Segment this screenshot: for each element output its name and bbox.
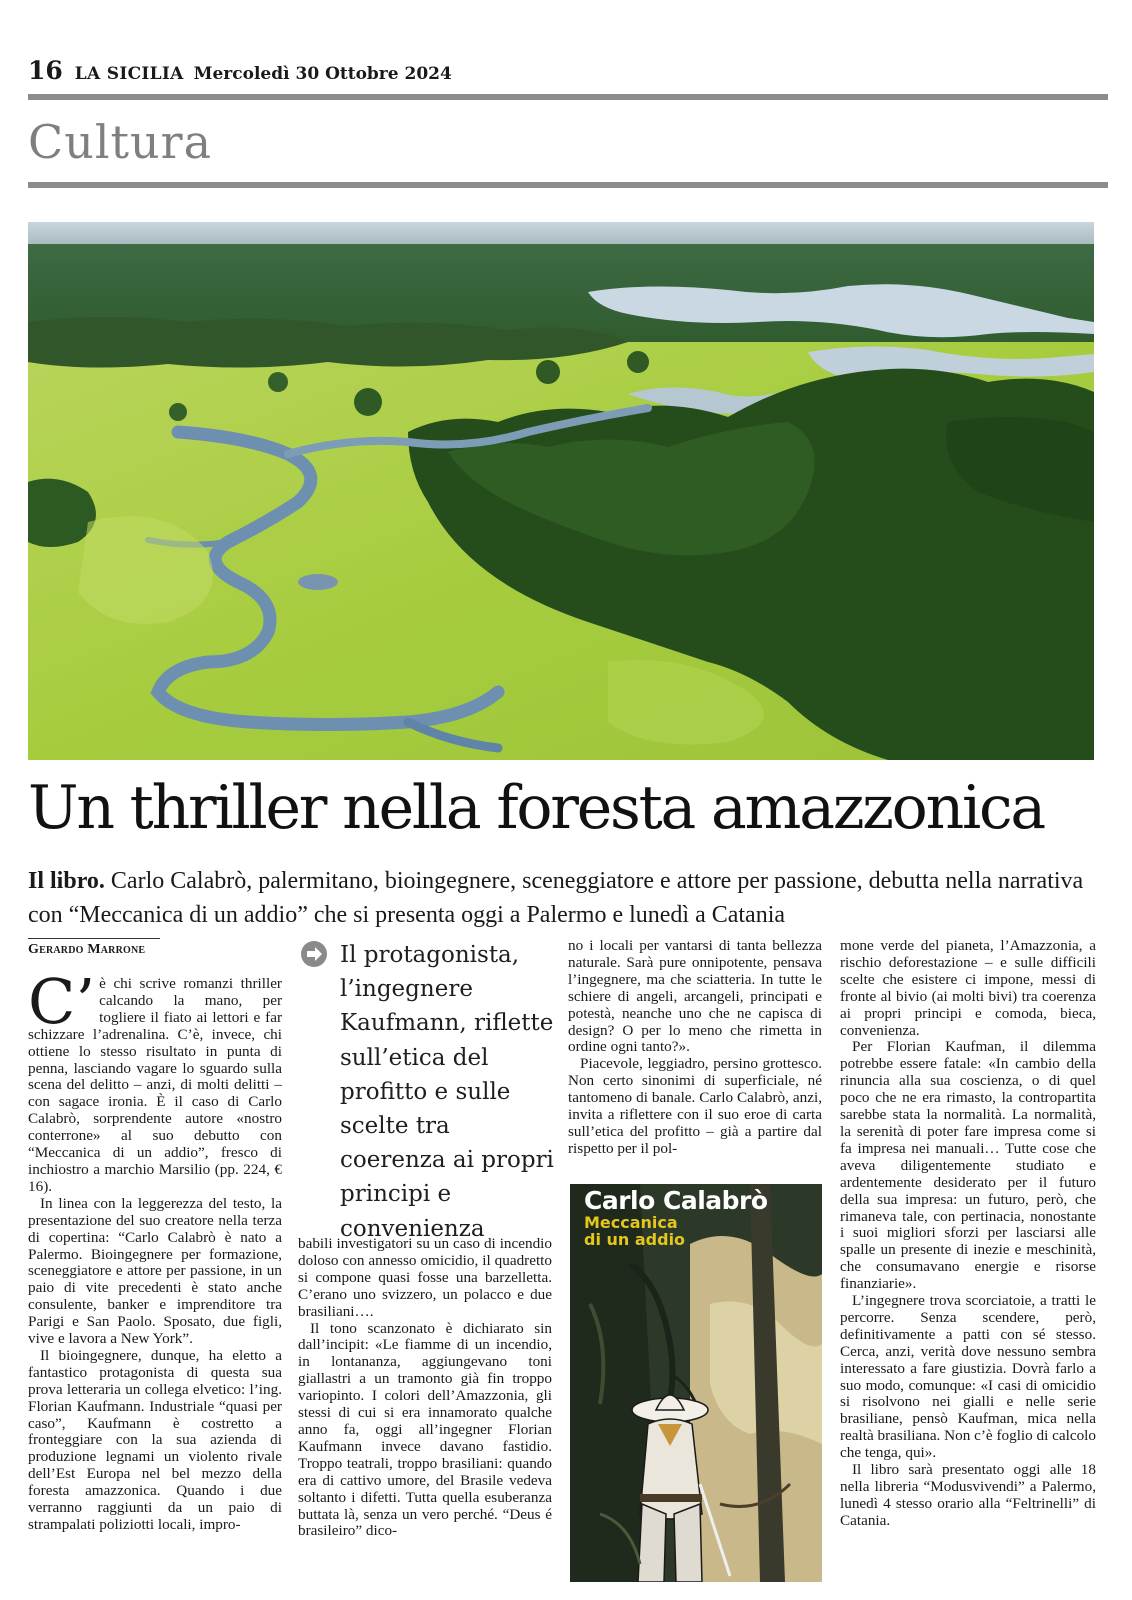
book-cover-title-line-1: Meccanica <box>584 1213 678 1232</box>
article-column-4 <box>840 938 1096 1530</box>
article-column-3 <box>568 938 822 1158</box>
standfirst-kicker: Il libro. <box>28 868 105 894</box>
section-rule <box>28 182 1108 188</box>
newspaper-name: LA SICILIA <box>74 64 184 84</box>
paragraph-text: è chi scrive romanzi thriller calcando la mano, per togliere il fiato ai lettori e far schizzare l’adrenalina. C’è, invece, chi ottiene lo stesso risultato in punta di penna, lasciando vagare lo sguardo sulla scena del delitto – anzi, di molti delitti – con sagace ironia. È il caso di Carlo Calabrò, sorprendente autore «nostro conterrone» al suo debutto con “Meccanica di un addio”, fresco di inchiostro a marchio Marsilio (pp. 224, € 16). <box>28 975 282 1195</box>
article-column-2 <box>298 1236 552 1540</box>
paragraph: Per Florian Kaufman, il dilemma potrebbe essere fatale: «In cambio della rinuncia alla sua coscienza, o di quel poco che ne era rimasto, la contropartita sarebbe stata la normalità. La normalità, la serenità di poter fare impresa come si fa impresa nei manuali… Tutte cose che aveva diligentemente studiato e ardentemente desiderato per il futuro della sua impresa: un futuro, però, che rimaneva tale, con pertinacia, nonostante i suoi migliori sforzi per lasciarsi alle spalle un presente di inezie e meschinità, che consumavano energie e risorse finanziarie». <box>840 1038 1096 1293</box>
paragraph: L’ingegnere trova scorciatoie, a tratti le percorre. Senza scendere, però, definitivamente a patti con sé stesso. Cerca, anzi, verità dove nessuno sembra interessato a fare giustizia. Dovrà farlo a suo modo, comunque: «I casi di omicidio si risolvono nei gialli e nelle serie brasiliane, pensò Kaufman, mica nella realtà brasiliana. Non c’è foglio di calcolo che tenga, qui». <box>840 1292 1096 1462</box>
amazon-rainforest-aerial-photo <box>28 222 1094 760</box>
standfirst-text: Carlo Calabrò, palermitano, bioingegnere, sceneggiatore e attore per passione, debutta nella narrativa con “Meccanica di un addio” che si presenta oggi a Palermo e lunedì a Catania <box>28 868 1084 928</box>
article-column-1 <box>28 965 282 1534</box>
article-headline: Un thriller nella foresta amazzonica <box>28 773 1044 843</box>
paragraph: mone verde del pianeta, l’Amazzonia, a rischio deforestazione – e sulle difficili scelte che esistere ci impone, messi di fronte al bivio (ai molti bivi) tra coerenza ai propri principi e comoda, bieca, convenienza. <box>840 937 1096 1039</box>
book-cover-author: Carlo Calabrò <box>584 1186 768 1215</box>
header-rule <box>28 94 1108 100</box>
book-cover-title <box>584 1188 814 1248</box>
paragraph: In linea con la leggerezza del testo, la presentazione del suo creatore nella terza di copertina: “Carlo Calabrò è nato a Palermo. Bioingegnere per formazione, sceneggiatore e attore per passione, in un paio di vite precedenti è stato anche consulente, banker e imprenditore tra Parigi e San Paolo. Sposato, due figli, vive e lavora a New York”. <box>28 1194 282 1348</box>
arrow-right-circle-icon <box>300 940 328 968</box>
paragraph: Piacevole, leggiadro, persino grottesco. Non certo sinonimi di superficiale, né tantomeno di banale. Carlo Calabrò, anzi, invita a riflettere con il suo eroe di carta sull’etica del profitto – già a partire dal rispetto per il pol- <box>568 1055 822 1157</box>
section-title: Cultura <box>28 115 213 169</box>
pull-quote-text: Il protagonista, l’ingegnere Kaufmann, riflette sull’etica del profitto e sulle scelte tra coerenza ai propri principi e convenienza <box>340 942 554 1242</box>
paragraph <box>28 965 282 1196</box>
paragraph: Il libro sarà presentato oggi alle 18 nella libreria “Modusvivendi” a Palermo, lunedì 4 stesso orario alla “Feltrinelli” di Catania. <box>840 1461 1096 1529</box>
issue-date: Mercoledì 30 Ottobre 2024 <box>193 64 452 84</box>
book-cover <box>570 1184 822 1582</box>
paragraph: Il tono scanzonato è dichiarato sin dall’incipit: «Le fiamme di un incendio, in lontananza, aggiungevano toni giallastri a un tramonto già fin troppo variopinto. I colori dell’Amazzonia, gli stessi di cui si era innamorato qualche anno fa, oggi all’ingegner Florian Kaufmann invece davano fastidio. Troppo teatrali, troppo brasiliani: quando era di cattivo umore, del Brasile vedeva soltanto i difetti. Tutta quella esuberanza buttata là, senza un vero perché. “Deus é brasileiro” dico- <box>298 1319 552 1540</box>
paragraph: babili investigatori su un caso di incendio doloso con annesso omicidio, il quadretto si compone quasi fosse una barzelletta. C’erano uno svizzero, un polacco e due brasiliani…. <box>298 1235 552 1320</box>
pull-quote <box>300 938 554 1246</box>
page-number: 16 <box>28 56 63 85</box>
masthead <box>28 56 1108 88</box>
book-cover-title-line-2: di un addio <box>584 1230 686 1249</box>
drop-cap: C’ <box>28 965 96 1038</box>
paragraph: Il bioingegnere, dunque, ha eletto a fantastico protagonista di questa sua prova letteraria un collega elvetico: l’ing. Florian Kaufmann. Industriale “quasi per caso”, Kaufmann è costretto a fronteggiare con la sua azienda di produzione legnami un violento rivale dell’Est Europa nel bel mezzo della foresta amazzonica. Quando i due verranno raggiunti da un paio di strampalati poliziotti locali, impro- <box>28 1346 282 1533</box>
paragraph: no i locali per vantarsi di tanta bellezza naturale. Sarà pure onnipotente, pensava l’ingegnere, ma che sciatteria. In tutte le schiere di angeli, arcangeli, principati e potestà, neanche uno che ne capisca di design? O per lo meno che rimetta in ordine ogni tanto?». <box>568 937 822 1056</box>
article-standfirst <box>28 864 1108 932</box>
byline: Gerardo Marrone <box>28 938 160 958</box>
